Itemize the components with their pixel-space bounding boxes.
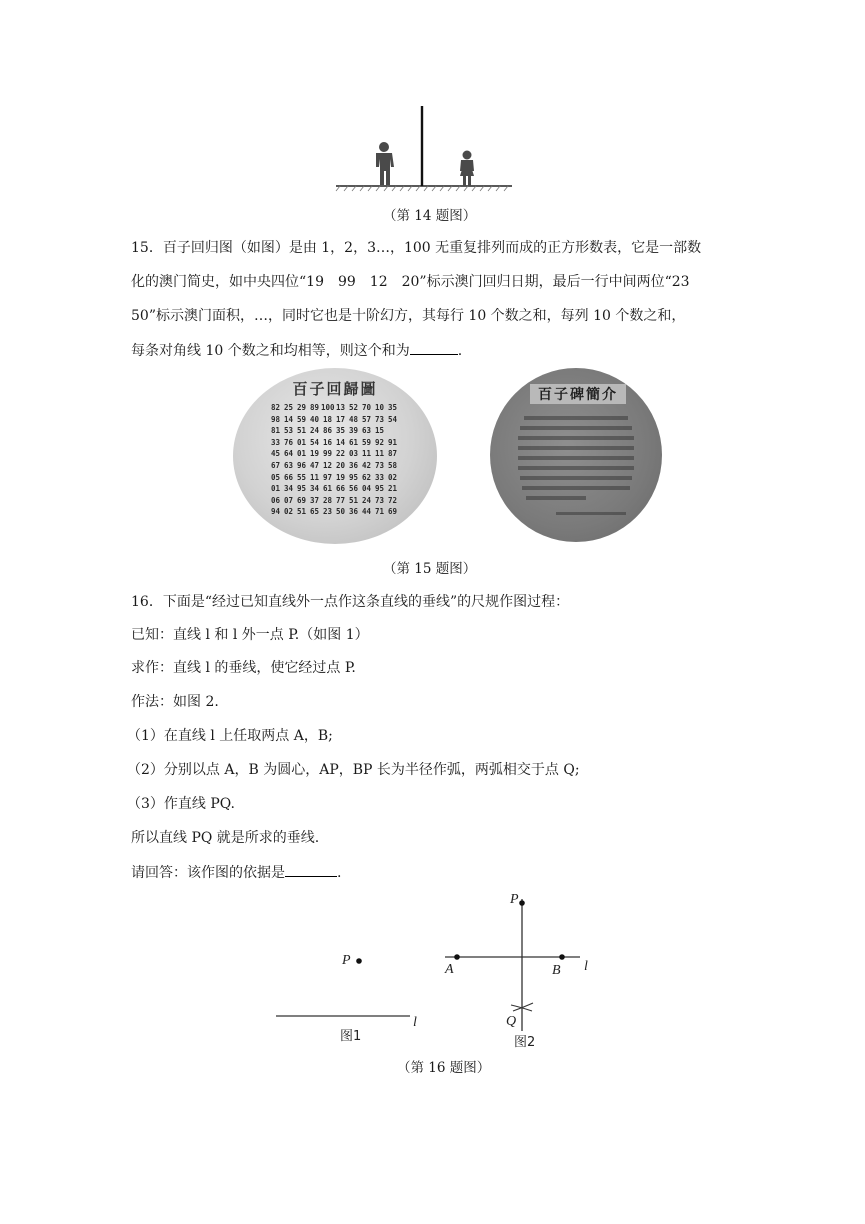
grid-cell: 17 [335,414,346,424]
grid-cell: 37 [309,495,320,505]
grid-cell: 54 [387,414,398,424]
grid-cell: 59 [296,414,307,424]
grid-cell: 19 [309,449,320,459]
q15-end-punct: . [457,343,463,359]
grid-cell: 24 [361,495,372,505]
grid-cell: 66 [283,472,294,482]
grid-cell: 72 [387,495,398,505]
grid-cell: 63 [283,460,294,470]
grid-row [269,483,399,495]
q16-method: 作法：如图 2. [131,694,219,710]
answer-blank [410,340,458,355]
figure-15-plaque [490,368,662,542]
grid-cell: 51 [296,507,307,517]
grid-cell: 73 [374,414,385,424]
grid-cell: 36 [348,460,359,470]
grid-cell: 15 [374,426,385,436]
grid-cell: 44 [361,507,372,517]
grid-cell: 35 [387,403,398,412]
figure-14 [330,100,520,195]
grid-cell: 39 [348,426,359,436]
grid-cell: 59 [361,437,372,447]
grid-cell: 24 [309,426,320,436]
q16-step2: （2）分别以点 A，B 为圆心，AP，BP 长为半径作弧，两弧相交于点 Q; [127,762,580,778]
grid-cell: 95 [296,484,307,494]
grid-cell: 33 [374,472,385,482]
grid-cell: 01 [296,437,307,447]
grid-cell: 51 [296,426,307,436]
grid-cell: 61 [322,484,333,494]
grid-row [269,402,399,414]
grid-cell: 82 [270,403,281,412]
grid-cell: 100 [321,403,335,412]
grid-cell: 14 [335,437,346,447]
figure-16 [270,885,600,1055]
q16-known: 已知：直线 l 和 l 外一点 P.（如图 1） [131,627,369,643]
grid-cell: 03 [348,449,359,459]
grid-cell: 77 [335,495,346,505]
plaque-text-lines [516,414,636,529]
grid-row [269,437,399,449]
grid-cell: 23 [322,507,333,517]
grid-cell: 55 [296,472,307,482]
q15-line-3: 50”标示澳门面积，…，同时它也是十阶幻方，其每行 10 个数之和，每列 10 个数之和， [131,308,686,324]
answer-blank [285,862,337,877]
q16-step1: （1）在直线 l 上任取两点 A，B; [127,728,333,744]
grid-cell: 18 [322,414,333,424]
grid-cell: 71 [374,507,385,517]
grid-cell: 63 [361,426,372,436]
q16-question-text: 请回答：该作图的依据是 [131,865,285,881]
person-male-icon [376,142,394,185]
grid-cell: 20 [335,460,346,470]
grid-cell: 61 [348,437,359,447]
grid-cell: 48 [348,414,359,424]
grid-cell: 69 [296,495,307,505]
grid-cell: 94 [270,507,281,517]
fig2-label-b: B [552,963,561,978]
q15-line-1: 15．百子回归图（如图）是由 1，2，3…，100 无重复排列而成的正方形数表，它是一部数 [131,240,702,256]
grid-cell: 81 [270,426,281,436]
grid-cell: 87 [387,449,398,459]
grid-cell: 42 [361,460,372,470]
grid-cell: 73 [374,495,385,505]
grid-cell: 97 [322,472,333,482]
q16-task: 求作：直线 l 的垂线，使它经过点 P. [131,660,356,676]
grid-cell: 57 [361,414,372,424]
grid-cell: 36 [348,507,359,517]
grid-cell: 02 [283,507,294,517]
grid-cell: 62 [361,472,372,482]
grid-cell: 95 [348,472,359,482]
grid-row [269,472,399,484]
grid-row [269,495,399,507]
q16-conclusion: 所以直线 PQ 就是所求的垂线. [131,830,320,846]
grid-cell: 66 [335,484,346,494]
grid-cell: 11 [309,472,320,482]
grid-cell: 25 [283,403,294,412]
grid-cell: 70 [361,403,372,412]
grid-cell: 91 [387,437,398,447]
grid-cell: 69 [387,507,398,517]
grid-row [269,506,399,518]
grid-cell: 28 [322,495,333,505]
q16-step3: （3）作直线 PQ. [127,796,236,812]
grid-cell: 89 [309,403,320,412]
grid-row [269,414,399,426]
grid-row [269,448,399,460]
grid-cell: 86 [322,426,333,436]
q15-line-4 [131,340,462,361]
grid-cell: 52 [348,403,359,412]
grid-cell: 33 [270,437,281,447]
grid-cell: 67 [270,460,281,470]
grid-cell: 11 [361,449,372,459]
q16-end-punct: . [337,865,342,881]
q16-intro: 16．下面是“经过已知直线外一点作这条直线的垂线”的尺规作图过程： [131,594,570,610]
fig2-label-q: Q [506,1014,517,1029]
grid-cell: 07 [283,495,294,505]
grid-cell: 16 [322,437,333,447]
grid-cell: 40 [309,414,320,424]
grid-row [269,460,399,472]
grid-cell: 04 [361,484,372,494]
grid-cell: 50 [335,507,346,517]
fig16-caption: （第 16 题图） [397,1060,491,1076]
grid-cell: 29 [296,403,307,412]
grid-cell: 02 [387,472,398,482]
grid-cell: 22 [335,449,346,459]
grid-cell: 14 [283,414,294,424]
grid-cell: 53 [283,426,294,436]
grid-cell: 73 [374,460,385,470]
grid-cell: 01 [270,484,281,494]
grid-cell: 95 [374,484,385,494]
grid-cell: 47 [309,460,320,470]
fig2-name: 图2 [514,1035,536,1050]
fig1-label-l: l [413,1015,417,1030]
fig1-name: 图1 [340,1029,362,1044]
grid-cell: 06 [270,495,281,505]
fig1-label-p: P [342,953,351,968]
grid-cell: 98 [270,414,281,424]
grid-cell: 34 [309,484,320,494]
plaque-title: 百子碑簡介 [530,384,626,404]
fig2-label-l: l [584,959,588,974]
grid-cell: 51 [348,495,359,505]
fig2-label-p: P [510,892,519,907]
grid-cell: 21 [387,484,398,494]
grid-cell: 19 [335,472,346,482]
grid-cell: 99 [322,449,333,459]
fig14-caption: （第 14 题图） [383,208,477,224]
grid-cell: 34 [283,484,294,494]
figure-15-board [233,368,437,544]
grid-cell: 92 [374,437,385,447]
grid-cell: 65 [309,507,320,517]
grid-cell [386,425,399,437]
grid-cell: 01 [296,449,307,459]
grid-cell: 13 [335,403,346,412]
q15-line-2: 化的澳门简史，如中央四位“19 99 12 20”标示澳门回归日期，最后一行中间两位“23 [131,274,690,290]
grid-cell: 05 [270,472,281,482]
grid-cell: 11 [374,449,385,459]
grid-cell: 12 [322,460,333,470]
number-grid [269,402,399,518]
grid-cell: 58 [387,460,398,470]
grid-cell: 45 [270,449,281,459]
grid-cell: 35 [335,426,346,436]
grid-cell: 96 [296,460,307,470]
fig15-caption: （第 15 题图） [383,561,477,577]
grid-cell: 54 [309,437,320,447]
grid-cell: 76 [283,437,294,447]
grid-row [269,425,399,437]
person-female-icon [460,151,474,187]
grid-cell: 10 [374,403,385,412]
grid-cell: 56 [348,484,359,494]
fig2-label-a: A [445,962,454,977]
grid-cell: 64 [283,449,294,459]
q15-line-4-text: 每条对角线 10 个数之和均相等，则这个和为 [131,343,410,359]
q16-question [131,862,341,883]
board-title: 百子回歸圖 [292,380,378,398]
